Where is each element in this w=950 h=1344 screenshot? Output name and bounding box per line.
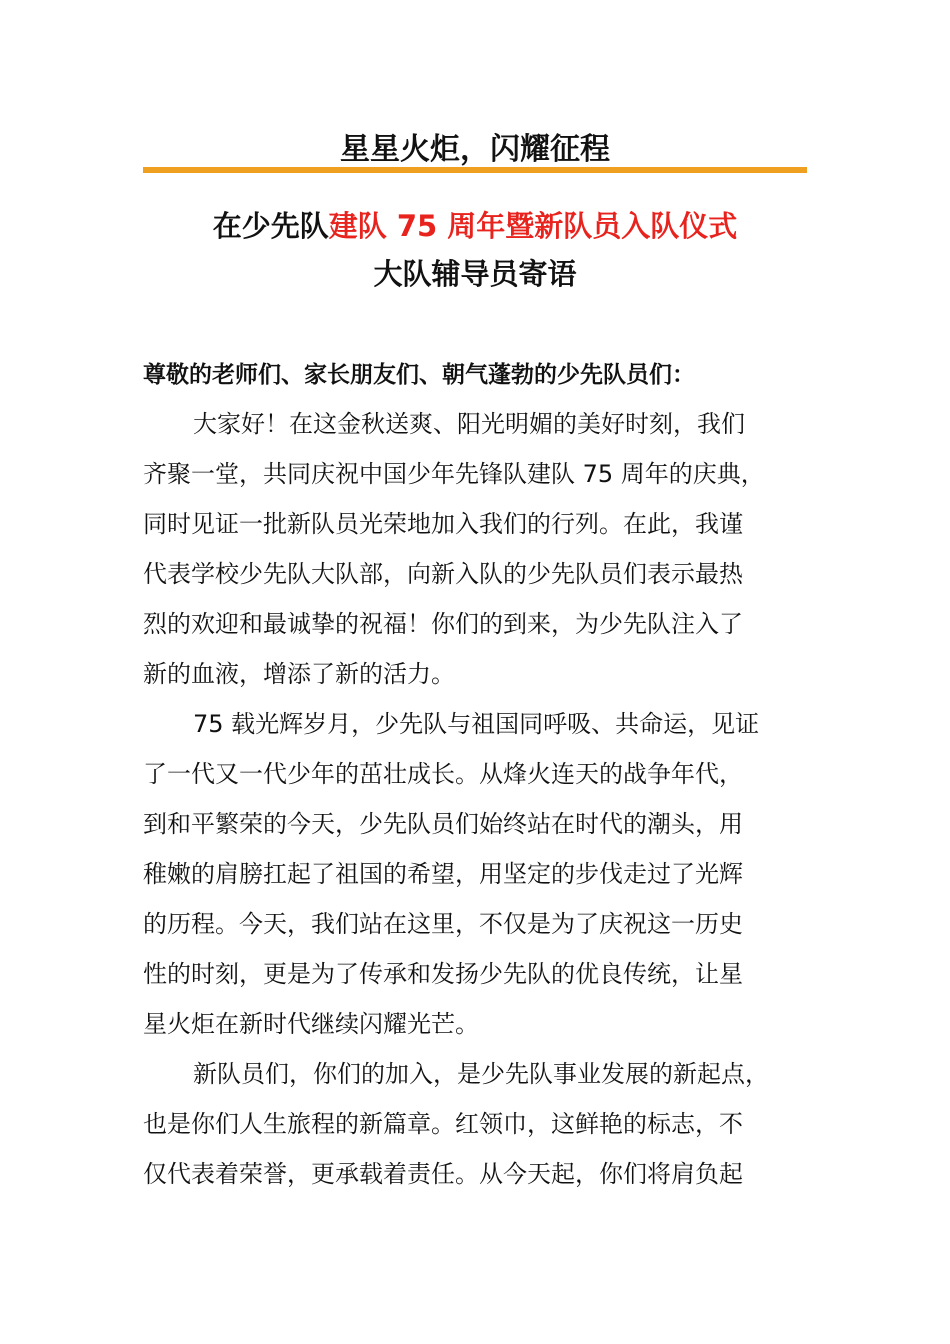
subtitle-red-part: 建队 75 周年暨新队员入队仪式: [328, 209, 738, 243]
paragraph-line: 到和平繁荣的今天，少先队员们始终站在时代的潮头，用: [143, 810, 743, 838]
paragraph-line: 性的时刻，更是为了传承和发扬少先队的优良传统，让星: [143, 960, 743, 988]
paragraph-line: 仅代表着荣誉，更承载着责任。从今天起，你们将肩负起: [143, 1160, 743, 1188]
paragraph-line: 大家好！在这金秋送爽、阳光明媚的美好时刻，我们: [193, 410, 745, 438]
document-title: 星星火炬，闪耀征程: [340, 132, 610, 167]
salutation: 尊敬的老师们、家长朋友们、朝气蓬勃的少先队员们：: [143, 362, 695, 388]
subtitle-line-2: 大队辅导员寄语: [373, 257, 577, 291]
paragraph-line: 代表学校少先队大队部，向新入队的少先队员们表示最热: [143, 560, 743, 588]
title-underline-rule: [143, 167, 807, 173]
paragraph-line: 烈的欢迎和最诚挚的祝福！你们的到来，为少先队注入了: [143, 610, 743, 638]
paragraph-line: 了一代又一代少年的茁壮成长。从烽火连天的战争年代，: [143, 760, 743, 788]
paragraph-line: 新队员们，你们的加入，是少先队事业发展的新起点，: [193, 1060, 769, 1088]
paragraph-line: 齐聚一堂，共同庆祝中国少年先锋队建队 75 周年的庆典，: [143, 460, 765, 488]
paragraph-line: 75 载光辉岁月，少先队与祖国同呼吸、共命运，见证: [193, 710, 760, 738]
paragraph-line: 同时见证一批新队员光荣地加入我们的行列。在此，我谨: [143, 510, 743, 538]
paragraph-line: 的历程。今天，我们站在这里，不仅是为了庆祝这一历史: [143, 910, 743, 938]
paragraph-line: 新的血液，增添了新的活力。: [143, 660, 455, 688]
subtitle-line-1: [0, 204, 950, 248]
paragraph-line: 星火炬在新时代继续闪耀光芒。: [143, 1010, 479, 1038]
paragraph-line: 稚嫩的肩膀扛起了祖国的希望，用坚定的步伐走过了光辉: [143, 860, 743, 888]
paragraph-line: 也是你们人生旅程的新篇章。红领巾，这鲜艳的标志，不: [143, 1110, 743, 1138]
subtitle-black-part: 在少先队: [212, 209, 329, 243]
